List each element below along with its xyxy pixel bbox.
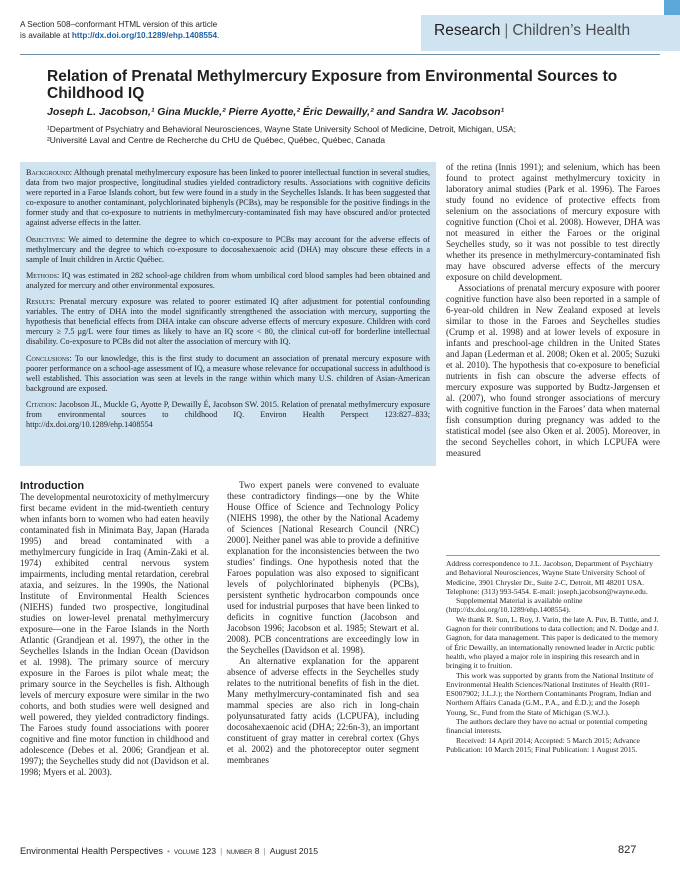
header-rule — [20, 54, 660, 55]
html-version-notice — [20, 20, 290, 41]
abstract-conclusions — [26, 354, 430, 394]
abstract-objectives — [26, 235, 430, 265]
abstract-text: To our knowledge, this is the first study to document an association of prenatal mercury exposure with poorer performance on a school-age assessment of IQ, a measure whose relevance for occupational success in adulthood is well established. This association was seen at levels in the range within which many U.S. children of Asian-American background are exposed. — [26, 353, 430, 393]
funding-note: This work was supported by grants from the National Institute of Environmental Health Sciences/National Institutes of Health (R01-ES007902; J.L.J.); the Northern Contaminants Program, Indian and Northern Affairs Canada (G.M., P.A., and É.D.); and the Joseph Young, Sr., Fund from the State of Michigan (S.W.J.). — [446, 670, 654, 717]
author-list: Joseph L. Jacobson,¹ Gina Muckle,² Pierre Ayotte,² Éric Dewailly,² and Sandra W. Jacobson¹ — [47, 106, 505, 118]
footer-volume: volume 123 — [174, 846, 217, 856]
notice-suffix: . — [217, 30, 220, 40]
footer-bullet: • — [167, 846, 171, 856]
notice-prefix: is available at — [20, 30, 72, 40]
notice-line-2 — [20, 31, 290, 42]
abstract-citation — [26, 400, 430, 430]
correspondence-address: Address correspondence to J.L. Jacobson, Department of Psychiatry and Behavioral Neurosciences, Wayne State University School of Medicine, 3901 Chrysler Dr., Suite 2-C, Detroit, MI 48201 USA. Telephone: (313) 993-5454. E-mail: joseph.jacobson@wayne.edu. — [446, 559, 654, 596]
abstract-text: Prenatal mercury exposure was related to poorer estimated IQ after adjustment for potential confounding variables. The entry of DHA into the model significantly strengthened the association with mercury, supporting the hypothesis that beneficial effects from DHA intake can obscure adverse effects of mercury exposure. Children with cord mercury ≥ 7.5 μg/L were four times as likely to have an IQ score < 80, the clinical cut-off for borderline intellectual disability. Co-exposure to PCBs did not alter the association of mercury with IQ. — [26, 297, 430, 347]
correspondence-notes — [446, 559, 660, 754]
affiliations — [47, 124, 647, 146]
abstract-text: We aimed to determine the degree to which co-exposure to PCBs may account for the adverse effects of methylmercury and the degree to which co-exposure to docosahexaenoic acid (DHA) may obscure these effects in a sample of Inuit children in Arctic Québec. — [26, 234, 430, 264]
correspondence-rule — [446, 555, 660, 556]
abstract-label: Citation: — [26, 399, 57, 409]
section-divider: | — [504, 22, 509, 39]
body-column-2 — [227, 480, 419, 766]
affiliation-2: ²Université Laval and Centre de Recherche du CHU de Québec, Québec, Québec, Canada — [47, 135, 385, 145]
body-column-3 — [446, 162, 660, 459]
abstract-methods — [26, 271, 430, 291]
paragraph: An alternative explanation for the apparent absence of adverse effects in the Seychelles study relates to the nutritional benefits of fish in the diet. Many methylmercury-contaminated fish and sea mammal species are also rich in long-chain polyunsaturated fatty acids (LCPUFA), including docosahexaenoic acid (DHA; 22:6n-3), an important constituent of gray matter in cerebral cortex (Ghys et al. 2002) and the photoreceptor outer segment membranes — [227, 656, 419, 765]
abstract-box — [20, 162, 436, 466]
footer-separator: | — [220, 846, 223, 856]
footer-separator: | — [263, 846, 266, 856]
paragraph: Associations of prenatal mercury exposure with poorer cognitive function have also been reported in a sample of 6-year-old children in New Zealand exposed at levels similar to those in the Faroes and Seychelles studies (Crump et al. 1998) and at lower levels of exposure in infants and preschool-age children in the United States and Japan (Lederman et al. 2008; Oken et al. 2005; Suzuki et al. 2010). The hypothesis that co-exposure to beneficial nutrients in fish can obscure the adverse effects of mercury exposure was supported by Budtz-Jørgensen et al. (2007), who found stronger associations of mercury with cognitive function in the Faroes’ data when maternal fish consumption during pregnancy was added to the statistical model (see also Oken et al. 2005). Moreover, in the second Seychelles cohort, in which LCPUFA were measured — [446, 283, 660, 458]
paragraph: The developmental neurotoxicity of methylmercury first became evident in the mid-twentieth century when infants born to women who had eaten heavily contaminated fish in Minimata Bay, Japan (Harada 1995) and bread contaminated with a methylmercury fungicide in Iraq (Amin-Zaki et al. 1974) exhibited central nervous system impairments, including mental retardation, cerebral ataxia, and seizures. In the 1990s, the National Institute of Environmental Health Sciences (NIEHS) funded two prospective, longitudinal studies on lower-level prenatal methylmercury exposure—one in the Faroe Islands in the North Atlantic (Grandjean et al. 1997), the other in the Seychelles Islands in the Indian Ocean (Davidson et al. 1998). The primary source of mercury exposure in the Faroes is pilot whale meat; the primary source in the Seychelles is fish. Although levels of mercury exposure were similar in the two cohorts, and both studies were well designed and well powered, they yielded contradictory findings. The Faroes study found associations with poorer cognitive and fine motor function in childhood and adolescence (Debes et al. 2006; Grandjean et al. 1997); the Seychelles study did not (Davidson et al. 1998; Myers et al. 2003). — [20, 492, 209, 777]
corner-accent — [664, 0, 680, 15]
publication-dates: Received: 14 April 2014; Accepted: 5 March 2015; Advance Publication: 10 March 2015; Final Publication: 1 August 2015. — [446, 735, 640, 754]
abstract-text: Jacobson JL, Muckle G, Ayotte P, Dewailly É, Jacobson SW. 2015. Relation of prenatal methylmercury exposure from environmental sources to childhood IQ. Environ Health Perspect 123:827–833; http://dx.doi.org/10.1289/ehp.1408554 — [26, 399, 430, 430]
page-footer — [20, 846, 660, 856]
introduction-heading: Introduction — [20, 480, 85, 492]
paragraph: of the retina (Innis 1991); and selenium, which has been found to protect against methylmercury toxicity in laboratory animal studies (Park et al. 1996). The Faroes study found no evidence of protective effects from selenium on the associations of mercury exposure with cognitive function (Choi et al. 2008). However, DHA was not measured in either the Faroes or the original Seychelles study, so it was not possible to test directly whether its presence in methylmercury-contaminated fish may have obscured adverse effects of the mercury exposure on child development. — [446, 162, 660, 282]
affiliation-1: ¹Department of Psychiatry and Behavioral Neurosciences, Wayne State University School of Medicine, Detroit, Michigan, USA; — [47, 124, 516, 134]
subsection-name: Children’s Health — [512, 22, 631, 39]
body-column-1 — [20, 492, 209, 778]
abstract-text: Although prenatal methylmercury exposure has been linked to poorer intellectual function in several studies, data from two major prospective, longitudinal studies yielded contradictory results. Associations with cognitive deficits were reported in a Faroe Islands cohort, but few were found in a study in the Seychelles Islands. It has been suggested that co-exposure to another contaminant, polychlorinated biphenyls (PCBs), may be responsible for the positive findings in the former study and that co-exposure to nutrients in methylmercury-contaminated fish may have obscured and/or protected against adverse effects in the latter. — [26, 168, 430, 228]
abstract-label: Methods: — [26, 270, 60, 280]
footer-number: number 8 — [226, 846, 260, 856]
abstract-label: Objectives: — [26, 234, 66, 244]
footer-date: August 2015 — [269, 846, 318, 856]
page-number: 827 — [618, 844, 637, 856]
abstract-results — [26, 297, 430, 347]
abstract-text: IQ was estimated in 282 school-age children from whom umbilical cord blood samples had been obtained and analyzed for mercury and other environmental exposures. — [26, 270, 430, 290]
abstract-label: Results: — [26, 297, 56, 307]
article-title: Relation of Prenatal Methylmercury Exposure from Environmental Sources to Childhood IQ — [47, 68, 618, 102]
paragraph: Two expert panels were convened to evaluate these contradictory findings—one by the White House Office of Science and Technology Policy (NIEHS 1998), the other by the National Academy of Sciences [National Research Council (NRC) 2000]. Neither panel was able to provide a definitive explanation for the inconsistencies between the two studies’ findings. One hypothesis noted that the Faroes population was also exposed to significant levels of polychlorinated biphenyls (PCBs), persistent synthetic hydrocarbon compounds once used for industrial purposes that have been linked to deficits in cognitive function (Jacobson and Jacobson 1996; Jacobson et al. 1985; Stewart et al. 2008). PCB concentrations are exceedingly low in the Seychelles (Davidson et al. 1998). — [227, 480, 419, 655]
journal-name: Environmental Health Perspectives — [20, 846, 163, 856]
notice-line-1: A Section 508–conformant HTML version of this article — [20, 20, 218, 29]
abstract-background — [26, 168, 430, 229]
abstract-label: Conclusions: — [26, 353, 72, 363]
section-header — [434, 22, 630, 40]
acknowledgments: We thank R. Sun, L. Roy, J. Varin, the late A. Puv, B. Tuttle, and J. Gagnon for their contributions to data collection; and N. Dodge and J. Gagnon, for data management. This paper is dedicated to the memory of Éric Dewailly, an internationally renowned leader in Arctic public health, who played a major role in inspiring this research and in bringing it to fruition. — [446, 614, 659, 671]
abstract-label: Background: — [26, 168, 73, 177]
section-name: Research — [434, 22, 501, 39]
competing-interests: The authors declare they have no actual or potential competing financial interests. — [446, 717, 648, 736]
doi-link[interactable]: http://dx.doi.org/10.1289/ehp.1408554 — [71, 30, 218, 40]
supplemental-note: Supplemental Material is available online (http://dx.doi.org/10.1289/ehp.1408554). — [446, 596, 583, 615]
